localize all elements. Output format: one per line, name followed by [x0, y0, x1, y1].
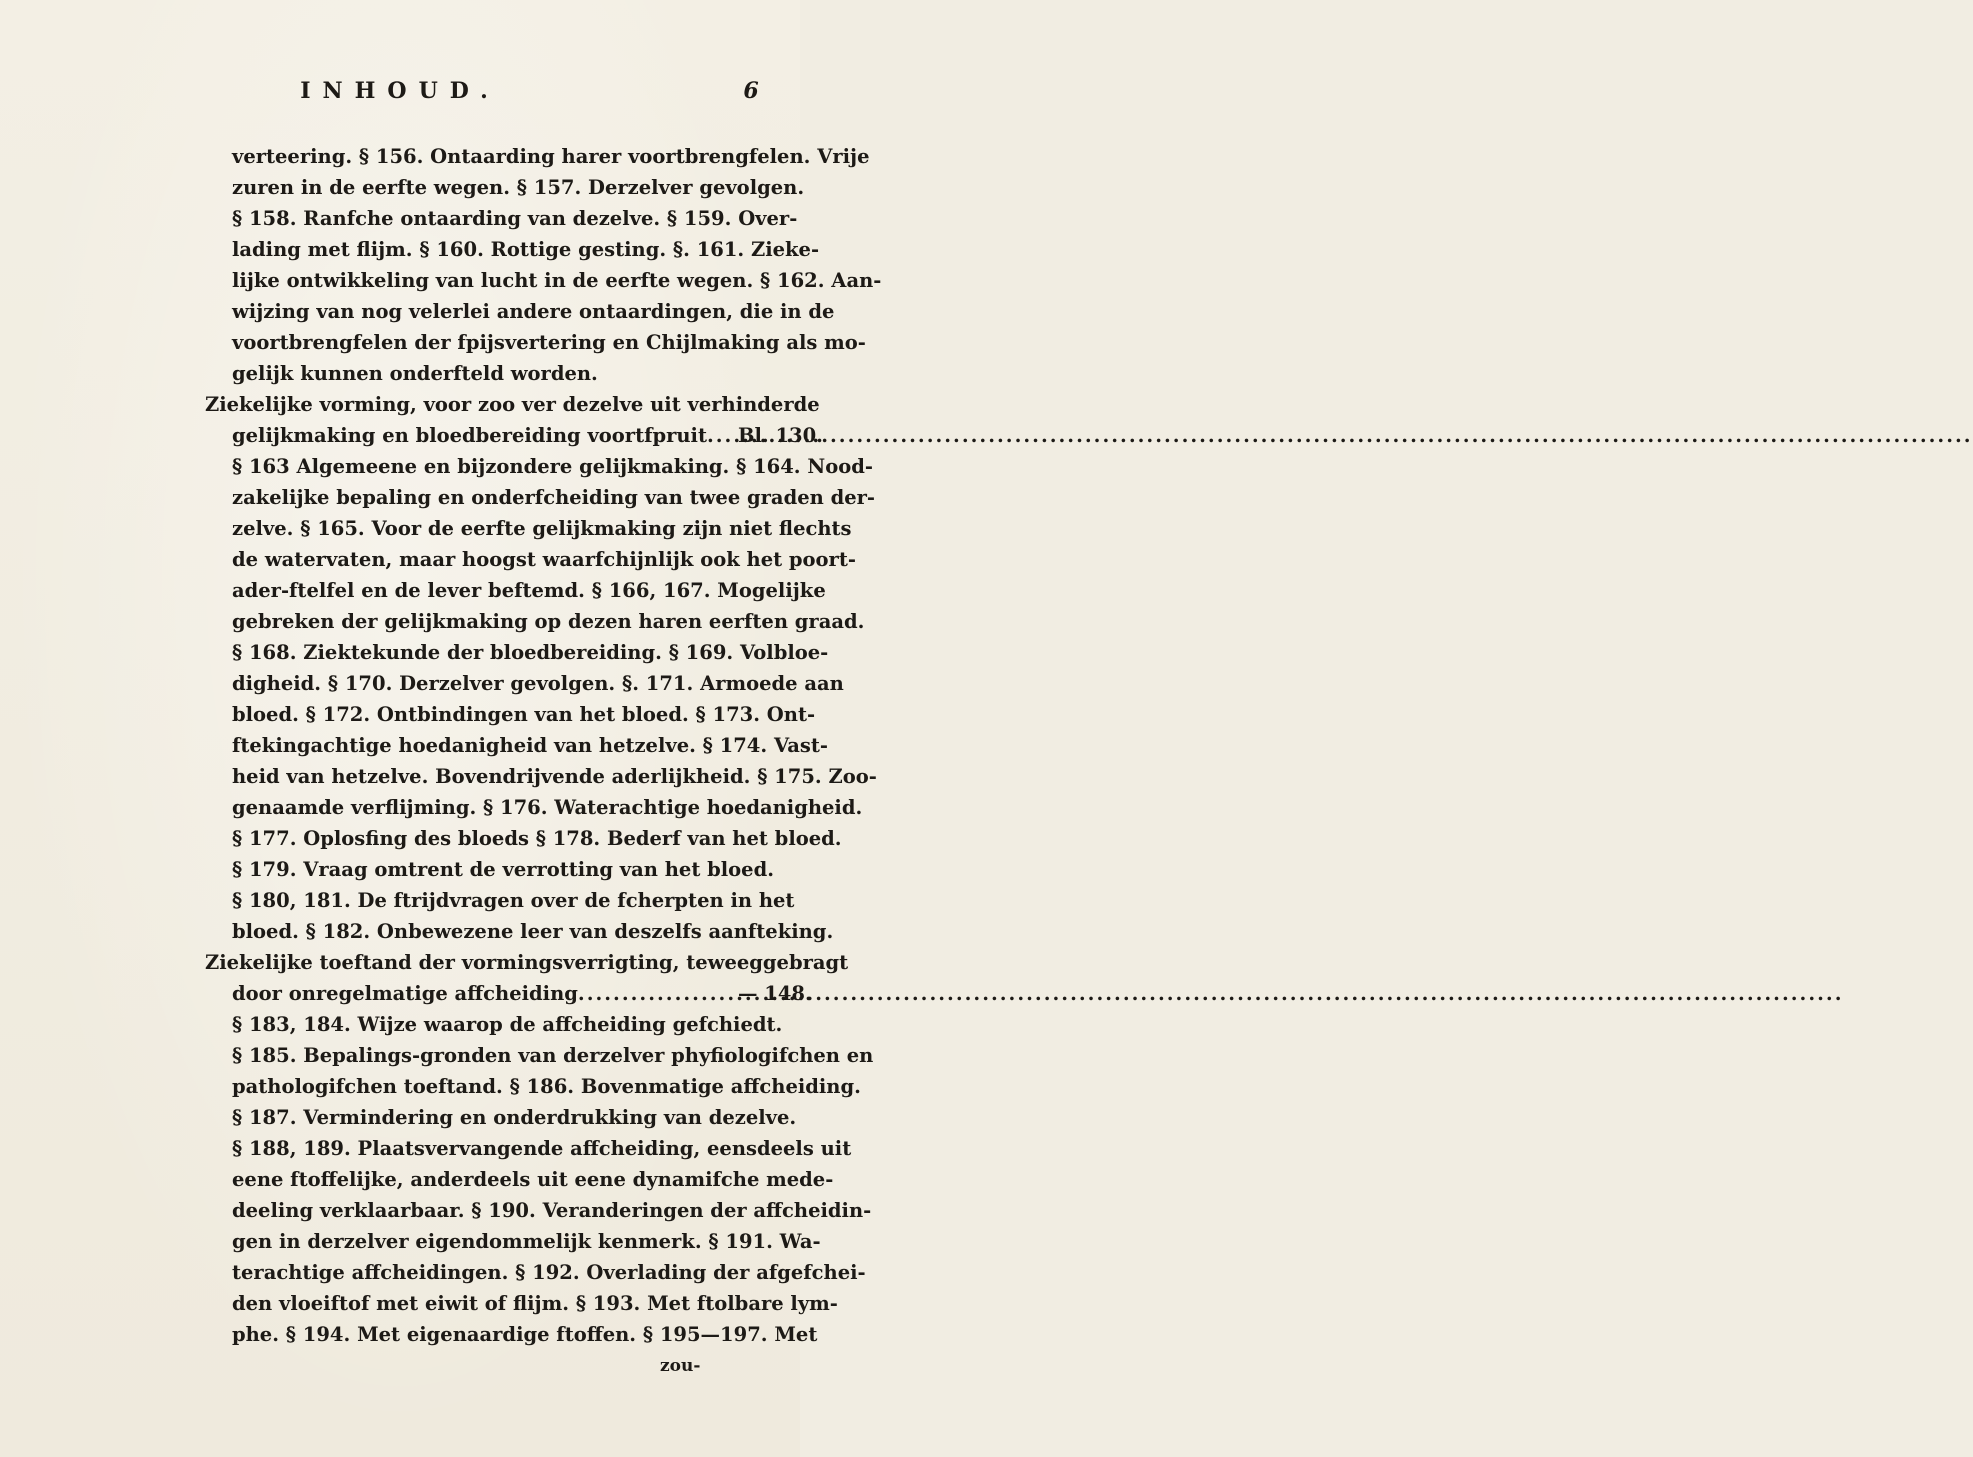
- text-line: deeling verklaarbaar. § 190. Veranderingen der affcheidin-: [232, 1199, 872, 1222]
- text-line: § 185. Bepalings-gronden van derzelver phyfiologifchen en: [232, 1044, 874, 1067]
- text-line: den vloeiftof met eiwit of flijm. § 193. Met ftolbare lym-: [232, 1292, 838, 1315]
- leader-dots: [707, 422, 1973, 450]
- book-page: [0, 0, 882, 1457]
- page-number: 6: [743, 78, 759, 104]
- text-line: § 158. Ranfche ontaarding van dezelve. § 159. Over-: [232, 207, 798, 230]
- text-line: heid van hetzelve. Bovendrijvende aderlijkheid. § 175. Zoo-: [232, 765, 877, 788]
- header-title: INHOUD.: [300, 78, 500, 104]
- text-line: bloed. § 182. Onbewezene leer van deszelfs aanfteking.: [232, 920, 834, 943]
- text-line: genaamde verflijming. § 176. Waterachtige hoedanigheid.: [232, 796, 863, 819]
- text-line: § 177. Oplosfing des bloeds § 178. Bederf van het bloed.: [232, 827, 842, 850]
- text-line: ader-ftelfel en de lever beftemd. § 166, 167. Mogelijke: [232, 579, 826, 602]
- text-line: § 180, 181. De ftrijdvragen over de fcherpten in het: [232, 889, 795, 912]
- text-line: § 179. Vraag omtrent de verrotting van het bloed.: [232, 858, 775, 881]
- page-reference: Bl. 130.: [738, 424, 823, 447]
- text-line: § 188, 189. Plaatsvervangende affcheiding, eensdeels uit: [232, 1137, 852, 1160]
- text-line: voortbrengfelen der fpijsvertering en Chijlmaking als mo-: [232, 331, 866, 354]
- section-heading-line: Ziekelijke vorming, voor zoo ver dezelve uit verhinderde: [205, 393, 820, 416]
- text-line: ftekingachtige hoedanigheid van hetzelve. § 174. Vast-: [232, 734, 829, 757]
- text-line: gen in derzelver eigendommelijk kenmerk. § 191. Wa-: [232, 1230, 821, 1253]
- entry-title: door onregelmatige affcheiding: [232, 982, 578, 1005]
- text-line: [232, 980, 732, 1008]
- text-line: de watervaten, maar hoogst waarfchijnlijk ook het poort-: [232, 548, 856, 571]
- text-line: gebreken der gelijkmaking op dezen haren eerften graad.: [232, 610, 865, 633]
- text-line: zuren in de eerfte wegen. § 157. Derzelver gevolgen.: [232, 176, 805, 199]
- text-line: zakelijke bepaling en onderfcheiding van twee graden der-: [232, 486, 875, 509]
- text-line: phe. § 194. Met eigenaardige ftoffen. § 195—197. Met: [232, 1323, 818, 1346]
- running-header: [0, 76, 800, 106]
- text-line: zou-: [660, 1356, 701, 1376]
- text-line: lading met flijm. § 160. Rottige gesting. §. 161. Zieke-: [232, 238, 820, 261]
- text-line: verteering. § 156. Ontaarding harer voortbrengfelen. Vrije: [232, 145, 870, 168]
- text-line: zelve. § 165. Voor de eerfte gelijkmaking zijn niet flechts: [232, 517, 852, 540]
- text-line: terachtige affcheidingen. § 192. Overlading der afgefchei-: [232, 1261, 866, 1284]
- text-line: bloed. § 172. Ontbindingen van het bloed. § 173. Ont-: [232, 703, 816, 726]
- text-line: [232, 422, 732, 450]
- text-line: digheid. § 170. Derzelver gevolgen. §. 171. Armoede aan: [232, 672, 844, 695]
- text-line: gelijk kunnen onderfteld worden.: [232, 362, 598, 385]
- text-line: § 187. Vermindering en onderdrukking van dezelve.: [232, 1106, 797, 1129]
- text-line: § 183, 184. Wijze waarop de affcheiding gefchiedt.: [232, 1013, 783, 1036]
- page-reference: — 148.: [738, 982, 812, 1005]
- text-line: eene ftoffelijke, anderdeels uit eene dynamifche mede-: [232, 1168, 834, 1191]
- text-line: § 163 Algemeene en bijzondere gelijkmaking. § 164. Nood-: [232, 455, 873, 478]
- section-heading-line: Ziekelijke toeftand der vormingsverrigting, teweeggebragt: [205, 951, 849, 974]
- entry-title: gelijkmaking en bloedbereiding voortfpruit: [232, 424, 707, 447]
- text-line: § 168. Ziektekunde der bloedbereiding. § 169. Volbloe-: [232, 641, 829, 664]
- text-line: wijzing van nog velerlei andere ontaardingen, die in de: [232, 300, 835, 323]
- text-line: lijke ontwikkeling van lucht in de eerfte wegen. § 162. Aan-: [232, 269, 882, 292]
- text-line: pathologifchen toeftand. § 186. Bovenmatige affcheiding.: [232, 1075, 861, 1098]
